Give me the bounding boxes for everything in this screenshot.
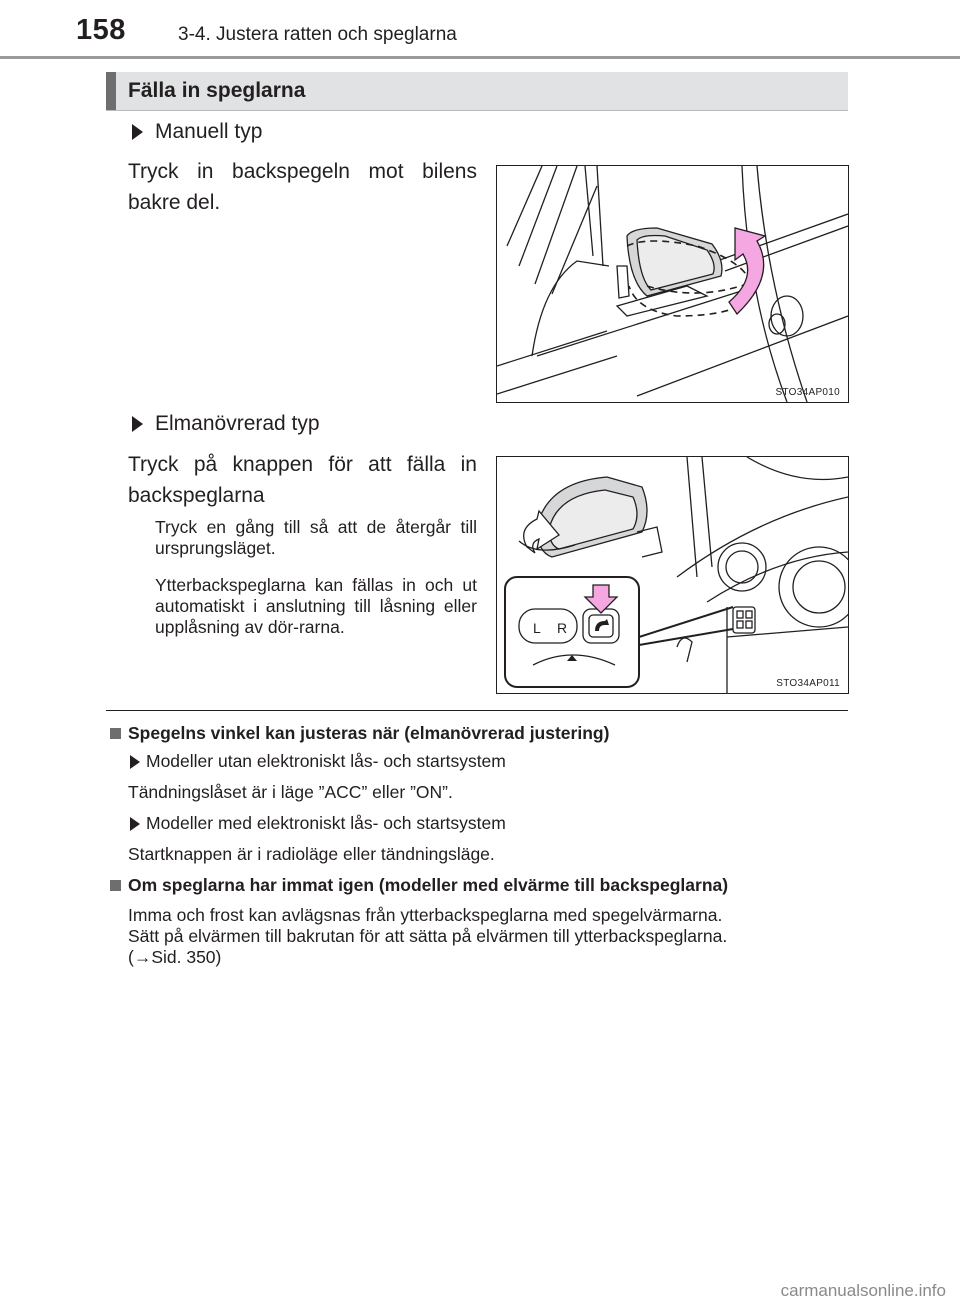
watermark: carmanualsonline.info [780,1281,946,1300]
fog-note-heading: Om speglarna har immat igen (modeller med elvärme till backspeglarna) [128,875,729,895]
fog-note-line1: Imma och frost kan avlägsnas från ytterbackspeglarna med spegelvärmarna. [128,905,723,925]
square-bullet-icon [110,728,121,739]
triangle-bullet-icon [132,416,143,432]
section-title: Fälla in speglarna [128,79,306,102]
angle-note-sub2: Modeller med elektroniskt lås- och startsystem [146,813,506,833]
figure-manual-mirror [496,165,849,403]
electric-type-heading: Elmanövrerad typ [155,412,320,435]
square-bullet-icon [110,880,121,891]
manual-type-text: Tryck in backspegeln mot bilens bakre del. [128,160,477,214]
electric-note-return: Tryck en gång till så att de återgår till ursprungsläget. [155,517,477,558]
figure-code: STO34AP011 [776,678,840,689]
fold-arrow-icon [729,228,765,314]
switch-label-right: R [557,620,568,636]
angle-note-sub1: Modeller utan elektroniskt lås- och startsystem [146,751,506,771]
figure-electric-switch [496,456,849,694]
section-header [106,72,848,111]
electric-note-auto: Ytterbackspeglarna kan fällas in och ut automatiskt i anslutning till låsning eller upplåsning av dör-rarna. [155,575,477,637]
fog-note-line2: Sätt på elvärmen till bakrutan för att sätta på elvärmen till ytterbackspeglarna. [128,926,728,946]
triangle-bullet-icon [132,124,143,140]
angle-note-text1: Tändningslåset är i läge ”ACC” eller ”ON”. [128,782,453,802]
electric-type-text: Tryck på knappen för att fälla in backspeglarna [128,453,477,507]
page-number: 158 [76,14,126,46]
electric-switch-illustration [497,457,848,693]
switch-label-left: L [533,620,541,636]
notes-divider [106,710,848,711]
manual-mirror-illustration [497,166,848,402]
figure-code: STO34AP010 [775,387,840,398]
triangle-bullet-icon [130,755,140,769]
page-reference-link[interactable]: (→Sid. 350) [128,947,222,967]
manual-type-heading: Manuell typ [155,120,263,143]
chapter-title: 3-4. Justera ratten och speglarna [178,24,457,45]
angle-note-heading: Spegelns vinkel kan justeras när (elmanövrerad justering) [128,723,610,743]
triangle-bullet-icon [130,817,140,831]
section-marker [106,72,116,110]
header-divider [0,56,960,59]
angle-note-text2: Startknappen är i radioläge eller tändningsläge. [128,844,495,864]
